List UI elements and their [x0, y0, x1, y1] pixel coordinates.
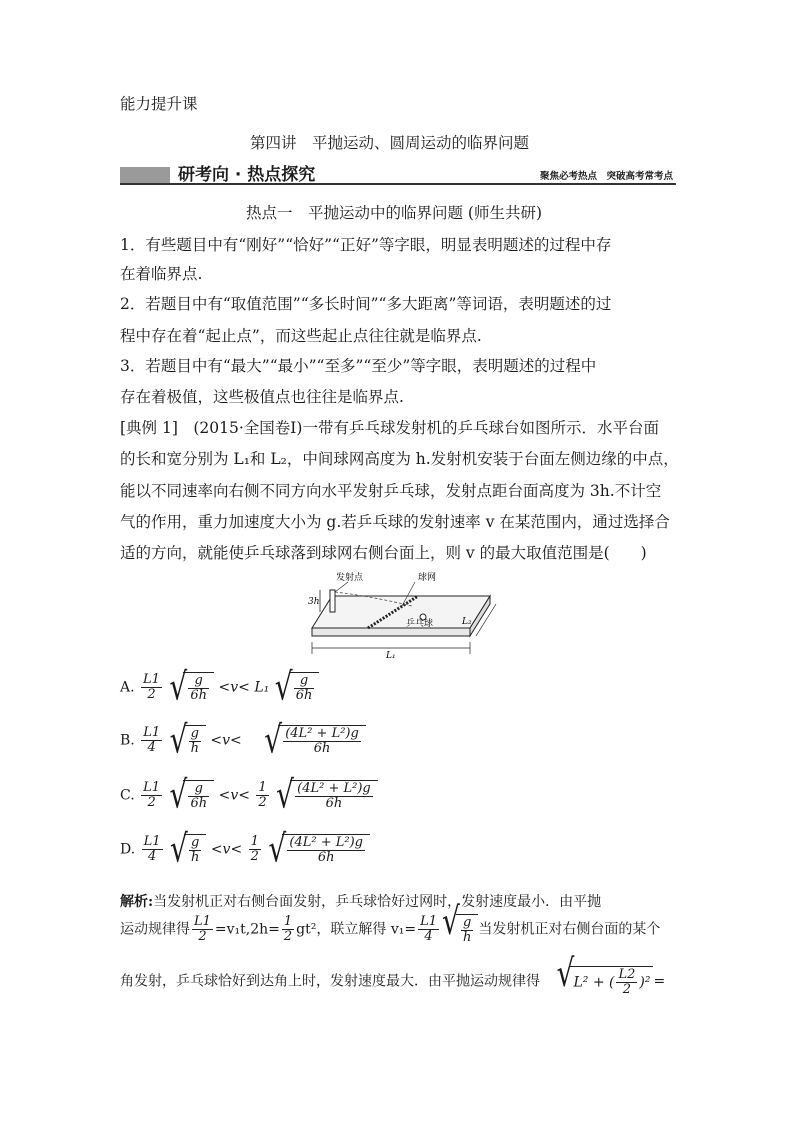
- intro-line: 3．若题目中有“最大”“最小”“至多”“至少”等字眼，表明题述的过程中: [120, 357, 597, 375]
- net-label: 球网: [418, 573, 437, 583]
- length-label: L₁: [386, 651, 396, 661]
- intro-line: 存在着极值，这些极值点也往往是临界点.: [120, 388, 404, 406]
- example-line: 的长和宽分别为 L₁和 L₂，中间球网高度为 h.发射机安装于台面左侧边缘的中点，: [120, 450, 679, 468]
- intro-line: 2．若题目中有“取值范围”“多长时间”“多大距离”等词语，表明题述的过: [120, 295, 612, 313]
- width-label: L₂: [462, 617, 472, 627]
- hotspot-heading: 热点一 平抛运动中的临界问题 (师生共研): [246, 204, 543, 222]
- lecture-title: 第四讲 平抛运动、圆周运动的临界问题: [250, 134, 530, 152]
- banner-tags: 聚焦必考热点 突破高考常考点: [540, 171, 674, 182]
- intro-line: 程中存在着“起止点”，而这些起止点往往就是临界点.: [120, 327, 482, 345]
- launcher-label: 发射点: [336, 573, 364, 583]
- banner-title: 研考向 · 热点探究: [178, 165, 316, 185]
- solution-line-2: 运动规律得 $\frac{L1}{2}$ =v₁t,2h= $\frac{1}{2}$ gt²，联立解得 v₁= $\frac{L1}{4}$ √ $\frac{g}{h}$ 当发射机正对右侧台面的某个: [120, 914, 660, 945]
- intro-line: 1．有些题目中有“刚好”“恰好”“正好”等字眼，明显表明题述的过程中存: [120, 236, 612, 254]
- option-b[interactable]: B. $\frac{L1}{4}$ √ $\frac{g}{h}$ <v< √ $\frac{\text{(4L² + L²)g}}{6h}$: [120, 725, 366, 756]
- example-line: 适的方向，就能使乒乓球落到球网右侧台面上，则 v 的最大取值范围是( ): [120, 544, 647, 562]
- solution-line-1: 解析:当发射机正对右侧台面发射，乒乓球恰好过网时，发射速度最小．由平抛: [120, 894, 602, 910]
- ball-label: 乒乓球: [406, 619, 434, 629]
- option-d[interactable]: D. $\frac{L1}{4}$ √ $\frac{g}{h}$ <v< $\frac{1}{2}$ √ $\frac{\text{(4L² + L²)g}}{6h}$: [120, 834, 370, 865]
- option-c[interactable]: C. $\frac{L1}{2}$ √ $\frac{g}{6h}$ <v< $\frac{1}{2}$ √ $\frac{\text{(4L² + L²)g}}{6h}$: [120, 780, 378, 811]
- intro-line: 在着临界点.: [120, 265, 203, 283]
- banner-bar: [120, 167, 170, 184]
- example-line: 能以不同速率向右侧不同方向水平发射乒乓球，发射点距台面高度为 3h.不计空: [120, 482, 662, 500]
- height-label: 3h: [308, 597, 320, 607]
- table-figure: [300, 570, 500, 662]
- example-line: 气的作用，重力加速度大小为 g.若乒乓球的发射速率 v 在某范围内，通过选择合: [120, 513, 670, 531]
- solution-line-3: 角发射，乒乓球恰好到达角上时，发射速度最大．由平抛运动规律得 √ L² + ( $\frac{L2}{2}$ )² =: [120, 966, 665, 997]
- course-title: 能力提升课: [120, 95, 198, 113]
- option-a[interactable]: A. $\frac{L1}{2}$ √ $\frac{g}{6h}$ <v< L₁ √ $\frac{g}{6h}$: [120, 672, 319, 703]
- example-line: [典例 1] (2015·全国卷Ⅰ)一带有乒乓球发射机的乒乓球台如图所示．水平台面: [120, 419, 659, 437]
